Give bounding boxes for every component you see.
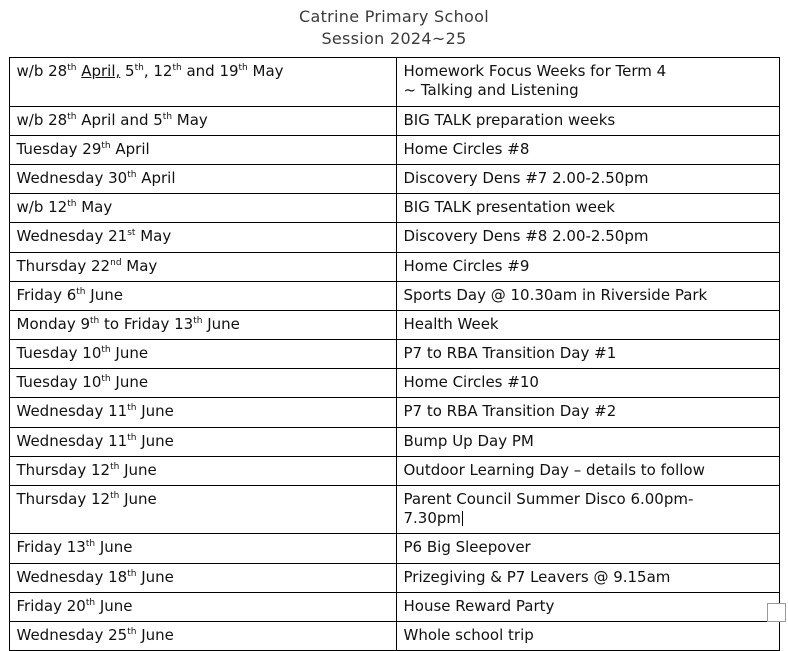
document-header bbox=[0, 0, 788, 49]
schedule-table bbox=[9, 57, 780, 651]
schedule-event-cell: P7 to RBA Transition Day #1 bbox=[396, 340, 779, 369]
table-row bbox=[9, 621, 779, 650]
table-row bbox=[9, 398, 779, 427]
schedule-event-cell: Homework Focus Weeks for Term 4 ~ Talking and Listening bbox=[396, 58, 779, 106]
table-row bbox=[9, 223, 779, 252]
schedule-date-cell: Wednesday 18th June bbox=[9, 563, 396, 592]
table-row bbox=[9, 340, 779, 369]
schedule-date-cell: Thursday 22nd May bbox=[9, 252, 396, 281]
schedule-event-cell: P7 to RBA Transition Day #2 bbox=[396, 398, 779, 427]
schedule-date-cell: Wednesday 30th April bbox=[9, 164, 396, 193]
schedule-event-cell: Home Circles #10 bbox=[396, 369, 779, 398]
schedule-date-cell: Monday 9th to Friday 13th June bbox=[9, 310, 396, 339]
schedule-date-cell: Friday 6th June bbox=[9, 281, 396, 310]
schedule-date-cell: Wednesday 21st May bbox=[9, 223, 396, 252]
schedule-event-cell: Whole school trip bbox=[396, 621, 779, 650]
table-row bbox=[9, 427, 779, 456]
table-row bbox=[9, 534, 779, 563]
table-row bbox=[9, 310, 779, 339]
schedule-event-cell: BIG TALK presentation week bbox=[396, 194, 779, 223]
schedule-event-cell: Health Week bbox=[396, 310, 779, 339]
schedule-date-cell: w/b 12th May bbox=[9, 194, 396, 223]
schedule-date-cell: Friday 20th June bbox=[9, 592, 396, 621]
schedule-date-cell: w/b 28th April and 5th May bbox=[9, 106, 396, 135]
table-row bbox=[9, 456, 779, 485]
table-row bbox=[9, 281, 779, 310]
schedule-date-cell: w/b 28th April, 5th, 12th and 19th May bbox=[9, 58, 396, 106]
schedule-date-cell: Tuesday 29th April bbox=[9, 135, 396, 164]
table-row bbox=[9, 135, 779, 164]
table-row bbox=[9, 486, 779, 534]
schedule-date-cell: Tuesday 10th June bbox=[9, 340, 396, 369]
table-row bbox=[9, 563, 779, 592]
table-row bbox=[9, 194, 779, 223]
table-row bbox=[9, 592, 779, 621]
schedule-event-cell: Prizegiving & P7 Leavers @ 9.15am bbox=[396, 563, 779, 592]
schedule-date-cell: Thursday 12th June bbox=[9, 456, 396, 485]
schedule-date-cell: Wednesday 11th June bbox=[9, 398, 396, 427]
table-row bbox=[9, 164, 779, 193]
schedule-event-cell: BIG TALK preparation weeks bbox=[396, 106, 779, 135]
schedule-event-cell: Bump Up Day PM bbox=[396, 427, 779, 456]
schedule-event-cell: Sports Day @ 10.30am in Riverside Park bbox=[396, 281, 779, 310]
table-row bbox=[9, 252, 779, 281]
table-row bbox=[9, 369, 779, 398]
schedule-event-cell: Home Circles #8 bbox=[396, 135, 779, 164]
schedule-table-body bbox=[9, 58, 779, 651]
schedule-event-cell: House Reward Party bbox=[396, 592, 779, 621]
schedule-date-cell: Wednesday 25th June bbox=[9, 621, 396, 650]
table-row bbox=[9, 106, 779, 135]
schedule-event-cell: P6 Big Sleepover bbox=[396, 534, 779, 563]
schedule-event-cell: Discovery Dens #7 2.00-2.50pm bbox=[396, 164, 779, 193]
schedule-date-cell: Tuesday 10th June bbox=[9, 369, 396, 398]
schedule-date-cell: Friday 13th June bbox=[9, 534, 396, 563]
schedule-event-cell: Discovery Dens #8 2.00-2.50pm bbox=[396, 223, 779, 252]
schedule-event-cell: Parent Council Summer Disco 6.00pm- 7.30pm bbox=[396, 486, 779, 534]
school-name: Catrine Primary School bbox=[299, 7, 489, 26]
schedule-event-cell: Home Circles #9 bbox=[396, 252, 779, 281]
schedule-event-cell: Outdoor Learning Day – details to follow bbox=[396, 456, 779, 485]
table-row bbox=[9, 58, 779, 106]
schedule-date-cell: Thursday 12th June bbox=[9, 486, 396, 534]
session-label: Session 2024~25 bbox=[321, 28, 467, 48]
page-corner-marker bbox=[767, 603, 786, 622]
schedule-date-cell: Wednesday 11th June bbox=[9, 427, 396, 456]
